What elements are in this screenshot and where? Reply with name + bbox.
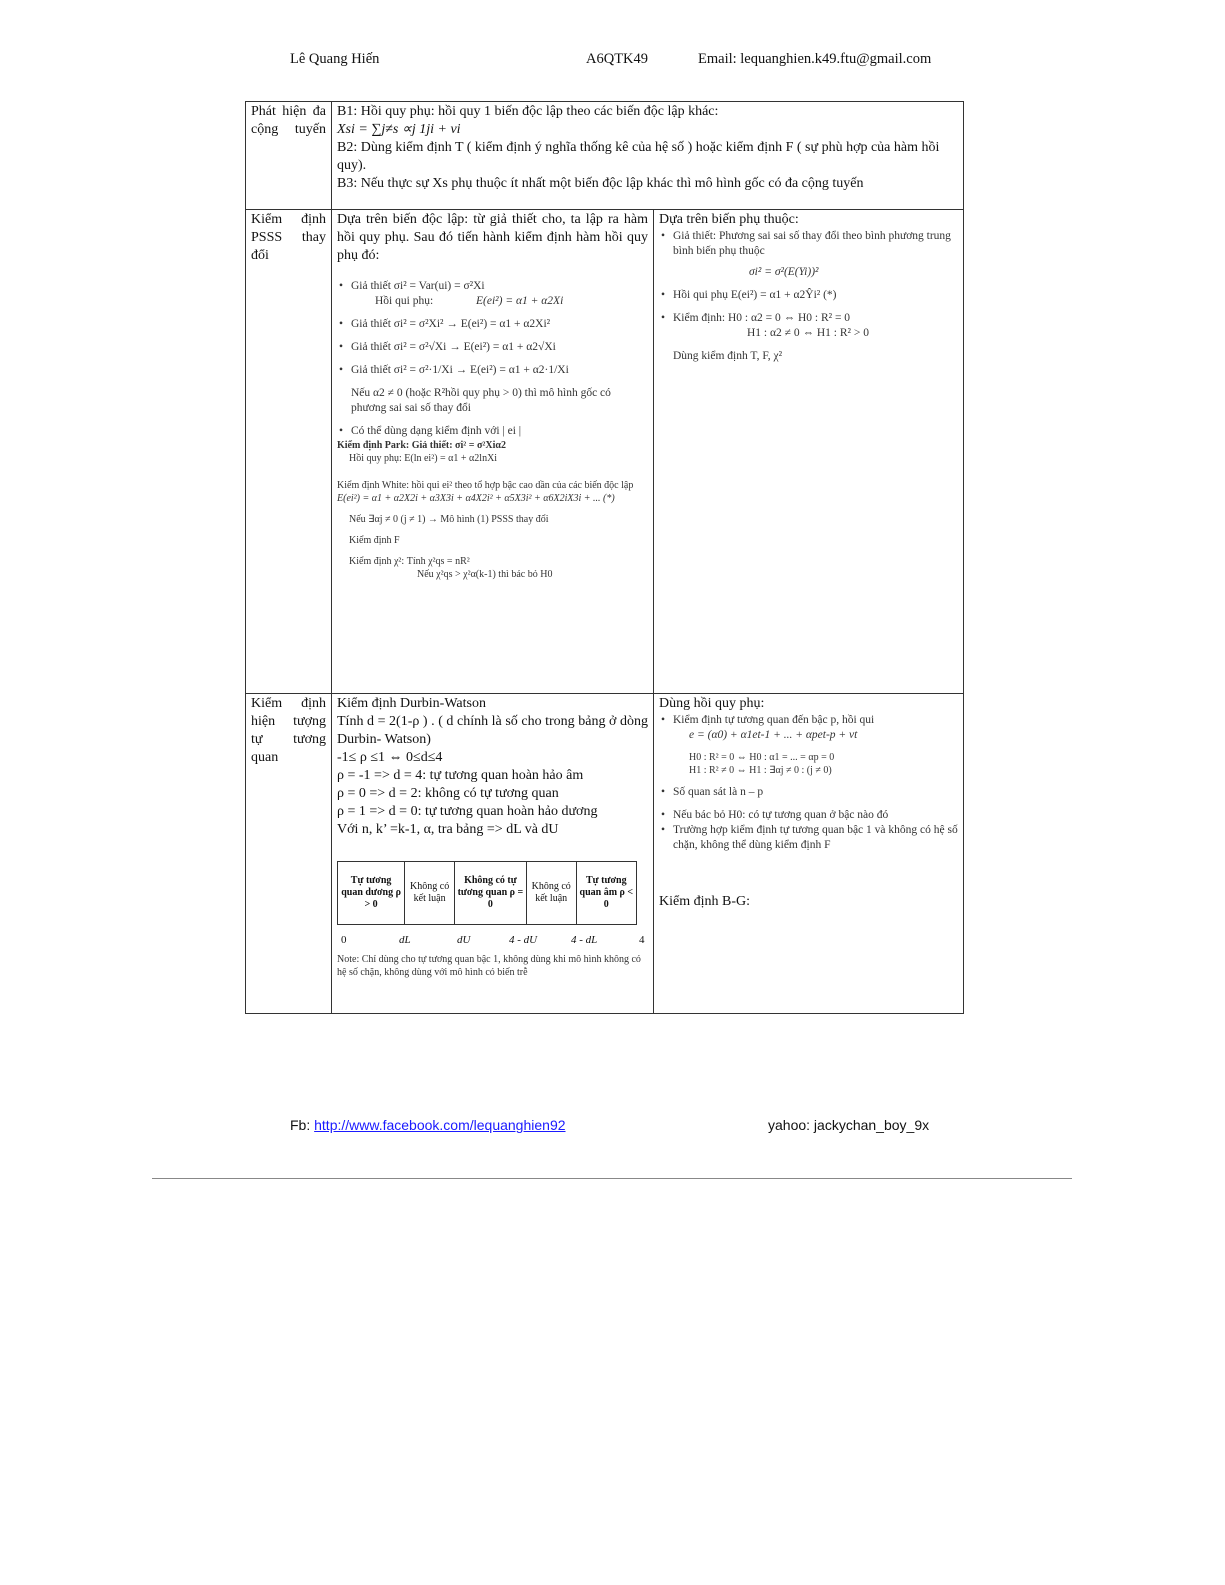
f-test: Kiểm định F <box>349 535 400 546</box>
axis-tick: 4 - dU <box>509 934 538 946</box>
facebook-link[interactable]: http://www.facebook.com/lequanghien92 <box>314 1117 566 1133</box>
dependent-aux-eq: • Hồi qui phụ E(ei²) = α1 + α2Ŷi² (*) <box>659 288 958 303</box>
row-label: Kiểm định hiện tượng tự tương quan <box>246 694 332 1014</box>
aux-regression-formula: Xsi = ∑j≠s ∝j 1ji + vi <box>337 122 461 137</box>
yahoo-info: yahoo: jackychan_boy_9x <box>768 1117 930 1133</box>
bg-h0: H0 : R² = 0 ⇔ H0 : α1 = ... = αp = 0 <box>689 752 835 763</box>
aux-label: Hồi qui phụ: <box>375 295 434 307</box>
assumption-1: • Giả thiết σi² = Var(ui) = σ²Xi <box>337 279 648 294</box>
row-label: Kiểm định PSSS thay đổi <box>246 210 332 694</box>
park-aux-eq: Hồi quy phụ: E(ln ei²) = α1 + α2lnXi <box>349 453 498 464</box>
dw-range: -1≤ ρ ≤1 ⇔ 0≤d≤4 <box>337 750 443 765</box>
axis-tick: dL <box>399 934 411 946</box>
hetero-left-cell <box>332 210 654 694</box>
aux-eq-1: E(ei²) = α1 + α2Xi <box>476 295 564 307</box>
bg-no-intercept: • Trường hợp kiểm định tự tương quan bậc 1 và không có hệ số chặn, không thể dùng kiểm định F <box>659 823 958 853</box>
autocorr-left-cell <box>332 694 654 1014</box>
row-autocorrelation <box>246 694 964 1014</box>
row-heteroskedasticity <box>246 210 964 694</box>
assumption-4: • Giả thiết σi² = σ²·1/Xi → E(ei²) = α1 + α2·1/Xi <box>337 363 648 378</box>
assumption-2: • Giả thiết σi² = σ²Xi² → E(ei²) = α1 + α2Xi² <box>337 317 648 332</box>
facebook-label: Fb: <box>290 1117 311 1133</box>
bg-h1: H1 : R² ≠ 0 ⇔ H1 : ∃αj ≠ 0 : (j ≠ 0) <box>689 765 832 776</box>
dependent-test-h0: • Kiểm định: H0 : α2 = 0 ⇔ H0 : R² = 0 <box>659 311 958 326</box>
park-test: Kiểm định Park: Giả thiết: σi² = σ²Xiα2 <box>337 440 506 451</box>
dw-title: Kiểm định Durbin-Watson <box>337 696 486 711</box>
facebook-info <box>290 1117 566 1133</box>
abs-residual-note: • Có thể dùng dạng kiểm định với | ei | <box>337 424 648 439</box>
email: Email: lequanghien.k49.ftu@gmail.com <box>698 51 932 67</box>
summary-table <box>245 101 964 1014</box>
row-content <box>332 102 964 210</box>
class-code: A6QTK49 <box>586 51 649 67</box>
bg-aux-eq: e = (α0) + α1et-1 + ... + αpet-p + vt <box>689 729 858 741</box>
dw-region: Tự tương quan dương ρ > 0 <box>338 862 405 925</box>
dw-note: Note: Chỉ dùng cho tự tương quan bậc 1, không dùng khi mô hình không có hệ số chặn, không dùng với mô hình có biến trễ <box>337 954 641 978</box>
row-multicollinearity <box>246 102 964 210</box>
bg-aux-desc: • Kiểm định tự tương quan đến bậc p, hồi qui <box>659 713 958 728</box>
dw-region: Không có tự tương quan ρ = 0 <box>455 862 527 925</box>
dw-region: Không có kết luận <box>405 862 455 925</box>
dependent-tests-used: Dùng kiểm định T, F, χ² <box>673 350 783 362</box>
dependent-assumption-eq: σi² = σ²(E(Yi))² <box>749 266 819 278</box>
hetero-right-cell <box>654 210 964 694</box>
dw-formula: Tính d = 2(1-ρ ) . ( d chính là số cho trong bảng ở dòng Durbin- Watson) <box>337 714 648 747</box>
assumption-3: • Giả thiết σi² = σ²√Xi → E(ei²) = α1 + α2√Xi <box>337 340 648 355</box>
author-name: Lê Quang Hiến <box>290 51 380 67</box>
dw-case-positive: ρ = 1 => d = 0: tự tương quan hoàn hảo dương <box>337 804 598 819</box>
dw-region: Tự tương quan âm ρ < 0 <box>576 862 636 925</box>
dependent-assumption: • Giả thiết: Phương sai sai số thay đổi theo bình phương trung bình biến phụ thuộc <box>659 229 958 259</box>
dependent-title: Dựa trên biến phụ thuộc: <box>659 212 799 227</box>
conclusion-hetero: Nếu α2 ≠ 0 (hoặc R²hồi quy phụ > 0) thì mô hình gốc có phương sai sai số thay đổi <box>351 387 611 414</box>
step-b3: B3: Nếu thực sự Xs phụ thuộc ít nhất một biến độc lập khác thì mô hình gốc có đa cộng tuyến <box>337 176 864 191</box>
footer-rule <box>152 1178 1072 1179</box>
dw-region-table <box>337 861 637 925</box>
row-label: Phát hiện đa cộng tuyến <box>246 102 332 210</box>
dw-region: Không có kết luận <box>526 862 576 925</box>
white-test: Kiểm định White: hồi qui ei² theo tổ hợp bậc cao dần của các biến độc lập <box>337 480 634 491</box>
axis-tick: dU <box>457 934 471 946</box>
bg-aux-title: Dùng hồi quy phụ: <box>659 696 765 711</box>
autocorr-right-cell <box>654 694 964 1014</box>
chi-square-test: Kiểm định χ²: Tính χ²qs = nR² <box>349 556 470 567</box>
bg-test-title: Kiểm định B-G: <box>659 894 750 909</box>
axis-tick: 4 - dL <box>571 934 598 946</box>
white-conclusion: Nếu ∃αj ≠ 0 (j ≠ 1) → Mô hình (1) PSSS thay đổi <box>349 514 549 525</box>
step-b1: B1: Hồi quy phụ: hồi quy 1 biến độc lập theo các biến độc lập khác: <box>337 104 719 119</box>
dw-lookup: Với n, k’ =k-1, α, tra bảng => dL và dU <box>337 822 559 837</box>
axis-tick: 4 <box>639 934 645 946</box>
hetero-intro: Dựa trên biến độc lập: từ giả thiết cho, ta lập ra hàm hồi quy phụ. Sau đó tiến hành kiểm định hàm hồi quy phụ đó: <box>337 212 648 263</box>
bg-obs: • Số quan sát là n – p <box>659 785 958 800</box>
dw-case-zero: ρ = 0 => d = 2: không có tự tương quan <box>337 786 559 801</box>
dependent-test-h1: H1 : α2 ≠ 0 ⇔ H1 : R² > 0 <box>747 327 869 339</box>
dw-axis <box>337 931 649 949</box>
bg-reject: • Nếu bác bỏ H0: có tự tương quan ở bậc nào đó <box>659 808 958 823</box>
axis-tick: 0 <box>341 934 347 946</box>
white-aux-eq: E(ei²) = α1 + α2X2i + α3X3i + α4X2i² + α5X3i² + α6X2iX3i + ... (*) <box>337 493 615 504</box>
chi-square-rule: Nếu χ²qs > χ²α(k-1) thì bác bỏ H0 <box>417 569 553 580</box>
dw-case-negative: ρ = -1 => d = 4: tự tương quan hoàn hảo âm <box>337 768 584 783</box>
step-b2: B2: Dùng kiểm định T ( kiểm định ý nghĩa thống kê của hệ số ) hoặc kiểm định F ( sự phù hợp của hàm hồi quy). <box>337 140 940 173</box>
